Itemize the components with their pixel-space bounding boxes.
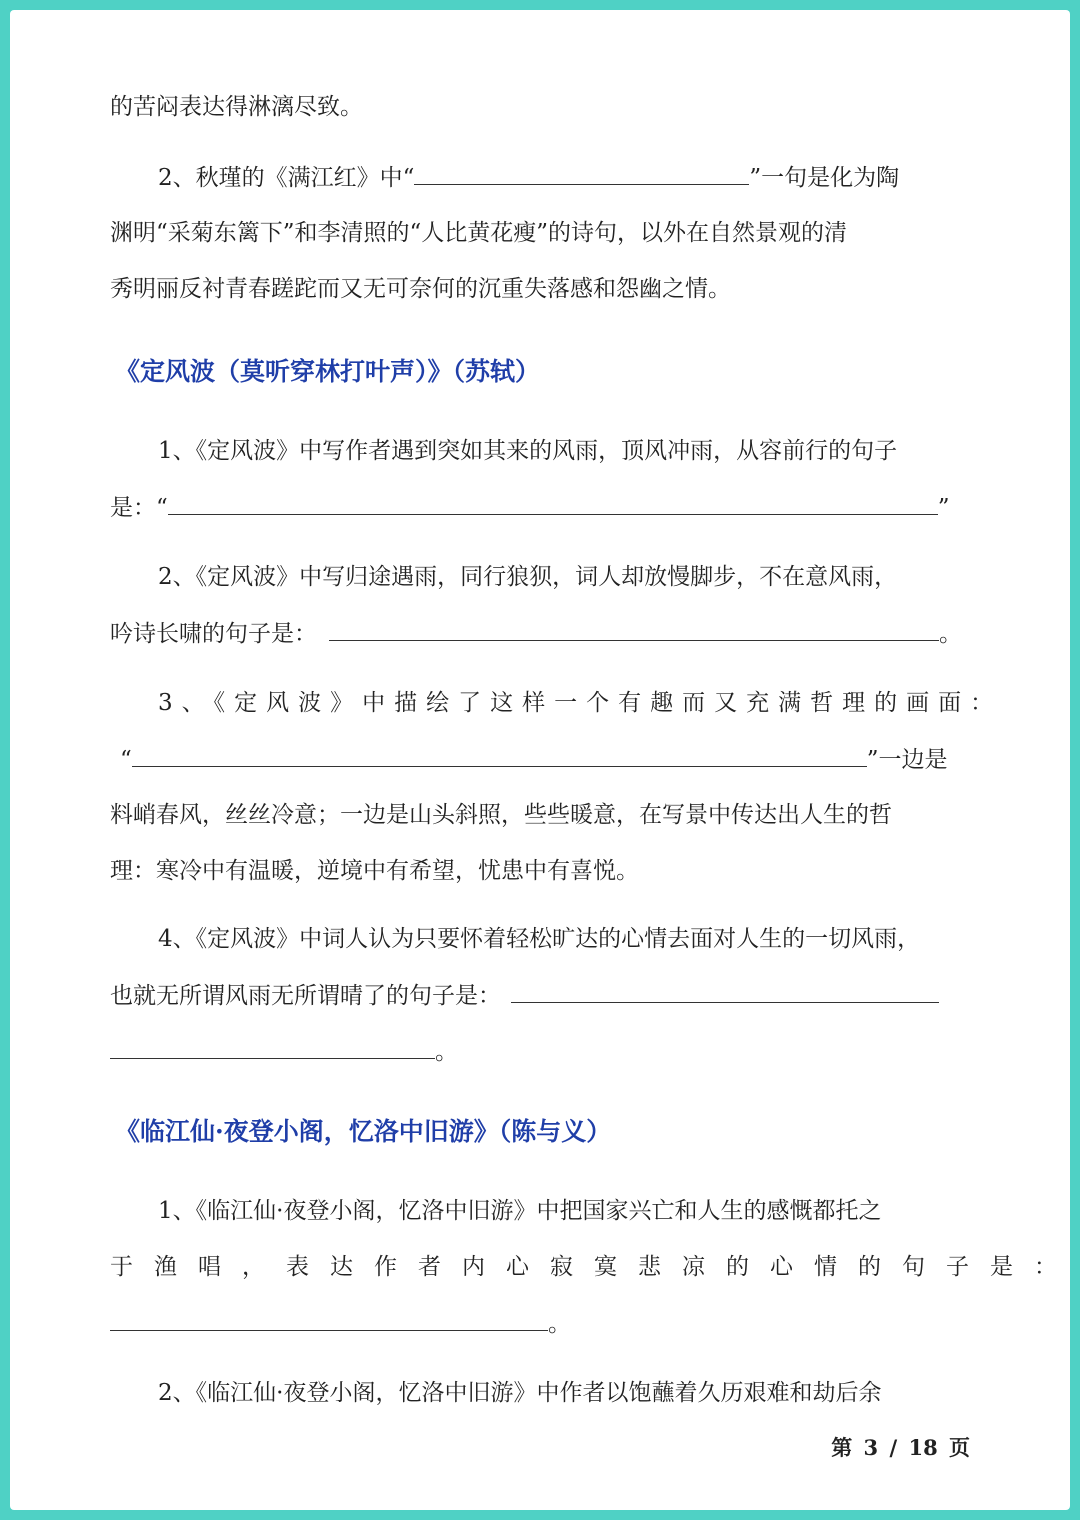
answer-blank[interactable] <box>110 1036 435 1059</box>
question-line: 。 <box>110 1036 970 1067</box>
answer-blank[interactable] <box>511 980 939 1003</box>
answer-blank[interactable] <box>132 744 867 767</box>
question-line: 吟诗长啸的句子是： 。 <box>110 618 970 649</box>
question-line: 4、《定风波》中词人认为只要怀着轻松旷达的心情去面对人生的一切风雨， <box>158 926 921 952</box>
paragraph-line: 渊明“采菊东篱下”和李清照的“人比黄花瘦”的诗句，以外在自然景观的清 <box>110 220 848 246</box>
answer-blank[interactable] <box>414 162 749 185</box>
question-line: 1、《定风波》中写作者遇到突如其来的风雨，顶风冲雨，从容前行的句子 <box>158 438 898 464</box>
question-line: 2、《临江仙·夜登小阁，忆洛中旧游》中作者以饱蘸着久历艰难和劫后余 <box>158 1380 882 1406</box>
answer-blank[interactable] <box>110 1308 548 1331</box>
paragraph-line: 料峭春风，丝丝冷意；一边是山头斜照，些些暖意，在写景中传达出人生的哲 <box>110 802 892 828</box>
page-number: 第 3 / 18 页 <box>831 1435 970 1460</box>
answer-blank[interactable] <box>168 492 938 515</box>
section-heading: 《临江仙·夜登小阁，忆洛中旧游》（陈与义） <box>115 1117 612 1146</box>
question-line: 3、《定风波》中描绘了这样一个有趣而又充满哲理的画面： <box>158 690 1003 716</box>
question-line: 于渔唱，表达作者内心寂寞悲凉的心情的句子是： <box>110 1254 1078 1280</box>
question-line: 是：“ ” <box>110 492 970 523</box>
paragraph-line: 的苦闷表达得淋漓尽致。 <box>110 94 363 120</box>
document-page <box>10 10 1078 1510</box>
answer-blank[interactable] <box>329 618 939 641</box>
question-line: 。 <box>110 1308 970 1339</box>
section-heading: 《定风波（莫听穿林打叶声）》（苏轼） <box>115 357 541 386</box>
question-line: 1、《临江仙·夜登小阁，忆洛中旧游》中把国家兴亡和人生的感慨都托之 <box>158 1198 882 1224</box>
paragraph-line: 秀明丽反衬青春蹉跎而又无可奈何的沉重失落感和怨幽之情。 <box>110 276 731 302</box>
question-line: 2、《定风波》中写归途遇雨，同行狼狈，词人却放慢脚步，不在意风雨， <box>158 564 898 590</box>
question-line: 也就无所谓风雨无所谓晴了的句子是： <box>110 980 970 1011</box>
paragraph-line: 理：寒冷中有温暖，逆境中有希望，忧患中有喜悦。 <box>110 858 639 884</box>
question-line: 2、秋瑾的《满江红》中“ ”一句是化为陶 <box>110 162 970 193</box>
question-line: “ ”一边是 <box>110 744 970 775</box>
